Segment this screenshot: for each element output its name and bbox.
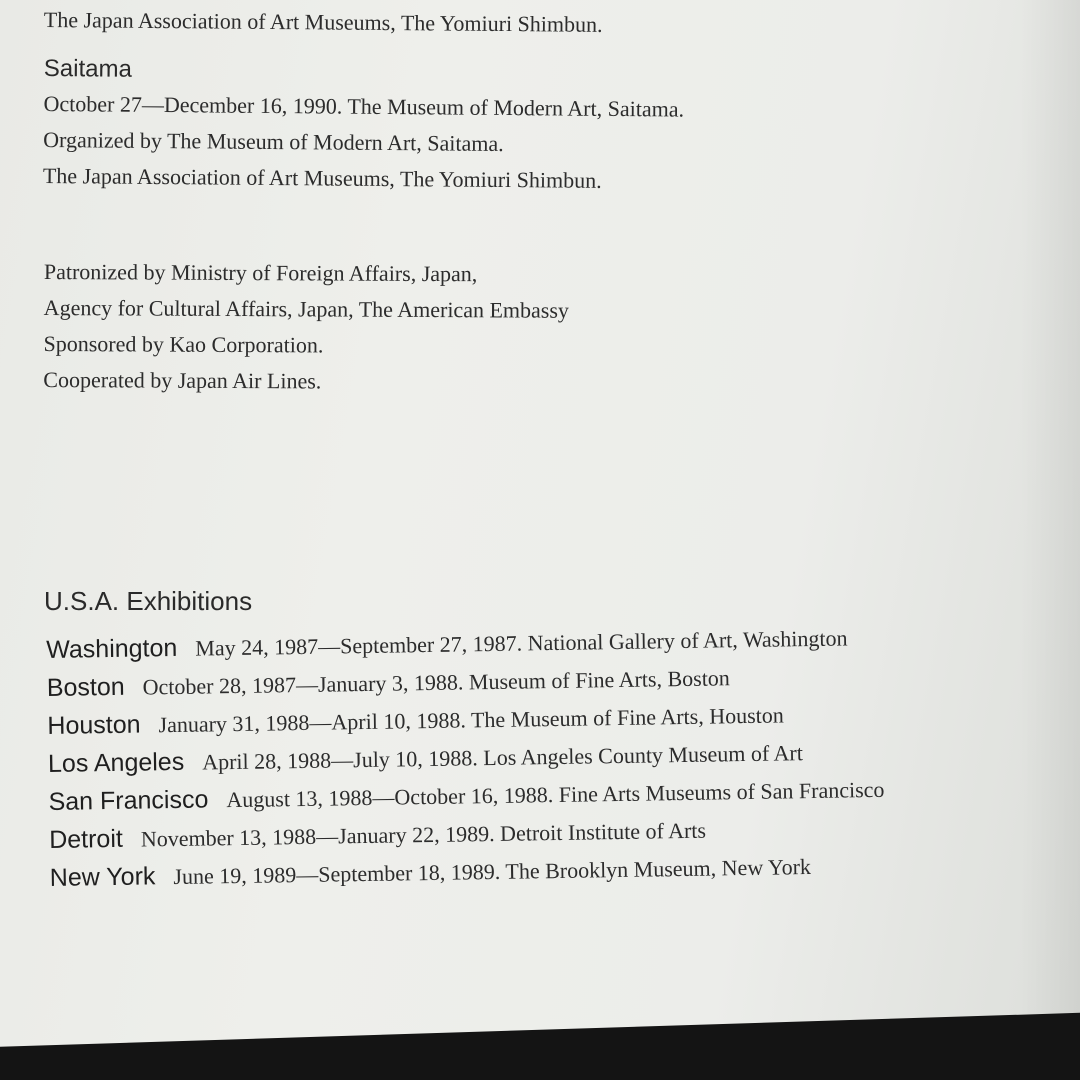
saitama-dates-line: October 27—December 16, 1990. The Museum of Modern Art, Saitama. (43, 90, 685, 122)
sponsor-line: Sponsored by Kao Corporation. (43, 330, 324, 358)
exhibition-detail: June 19, 1989—September 18, 1989. The Brooklyn Museum, New York (173, 854, 812, 890)
exhibition-detail: May 24, 1987—September 27, 1987. National Gallery of Art, Washington (195, 625, 848, 661)
patrons-section (43, 254, 569, 401)
patron-line-2: Agency for Cultural Affairs, Japan, The American Embassy (43, 294, 569, 323)
exhibition-detail: August 13, 1988—October 16, 1988. Fine Arts Museums of San Francisco (226, 776, 885, 813)
exhibition-detail: October 28, 1987—January 3, 1988. Museum of Fine Arts, Boston (142, 665, 731, 700)
top-credit-block (44, 2, 603, 43)
page-edge-shading (1020, 0, 1080, 1080)
saitama-organizer-line: Organized by The Museum of Modern Art, Saitama. (43, 126, 504, 157)
city-name: Boston (46, 672, 125, 702)
patron-line-1: Patronized by Ministry of Foreign Affairs, Japan, (43, 258, 478, 287)
city-name: Houston (47, 710, 141, 740)
usa-exhibitions-title: U.S.A. Exhibitions (44, 586, 253, 616)
exhibition-detail: April 28, 1988—July 10, 1988. Los Angeles County Museum of Art (202, 740, 804, 775)
city-name: San Francisco (48, 785, 209, 816)
cooperator-line: Cooperated by Japan Air Lines. (43, 366, 322, 394)
top-credit-line: The Japan Association of Art Museums, The Yomiuri Shimbun. (43, 6, 603, 37)
saitama-heading: Saitama (43, 54, 133, 83)
city-name: Los Angeles (47, 747, 185, 778)
bottom-shadow (0, 1010, 1080, 1080)
exhibition-detail: November 13, 1988—January 22, 1989. Detroit Institute of Arts (140, 817, 707, 852)
saitama-association-line: The Japan Association of Art Museums, The Yomiuri Shimbun. (42, 162, 602, 193)
city-name: Detroit (48, 824, 124, 854)
usa-exhibition-list (46, 623, 886, 902)
exhibition-detail: January 31, 1988—April 10, 1988. The Museum of Fine Arts, Houston (158, 702, 784, 738)
saitama-section (43, 52, 685, 200)
city-name: New York (49, 862, 156, 892)
city-name: Washington (46, 633, 178, 664)
